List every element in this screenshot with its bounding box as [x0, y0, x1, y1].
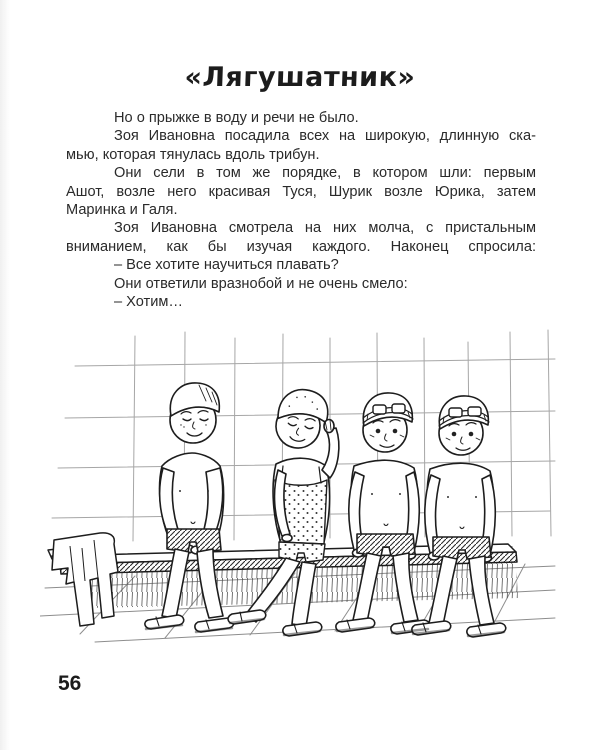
- text-line: – Хотим…: [114, 294, 183, 311]
- page-edge-shade: [0, 0, 10, 750]
- page-number: 56: [58, 672, 82, 695]
- chapter-title: «Лягушатник»: [184, 62, 416, 93]
- text-line: Зоя Ивановна смотрела на них молча, с пристальным: [114, 220, 536, 237]
- body-text: [66, 109, 536, 311]
- text-line: Они ответили вразнобой и не очень смело:: [114, 275, 408, 292]
- text-line: Маринка и Галя.: [66, 202, 178, 219]
- text-line: мью, которая тянулась вдоль трибун.: [66, 146, 320, 163]
- text-line: – Все хотите научиться плавать?: [114, 257, 339, 274]
- text-line: Ашот, возле него красивая Туся, Шурик возле Юрика, затем: [66, 183, 536, 200]
- towel: [52, 533, 118, 626]
- text-line: Они сели в том же порядке, в котором шли: первым: [114, 165, 536, 182]
- pool-illustration: [40, 326, 560, 660]
- text-line: вниманием, как бы изучая каждого. Наконец спросила:: [66, 238, 536, 255]
- text-line: Но о прыжке в воду и речи не было.: [114, 110, 359, 126]
- text-line: Зоя Ивановна посадила всех на широкую, длинную ска-: [114, 128, 536, 145]
- child-boy-goggles-2: [412, 396, 506, 637]
